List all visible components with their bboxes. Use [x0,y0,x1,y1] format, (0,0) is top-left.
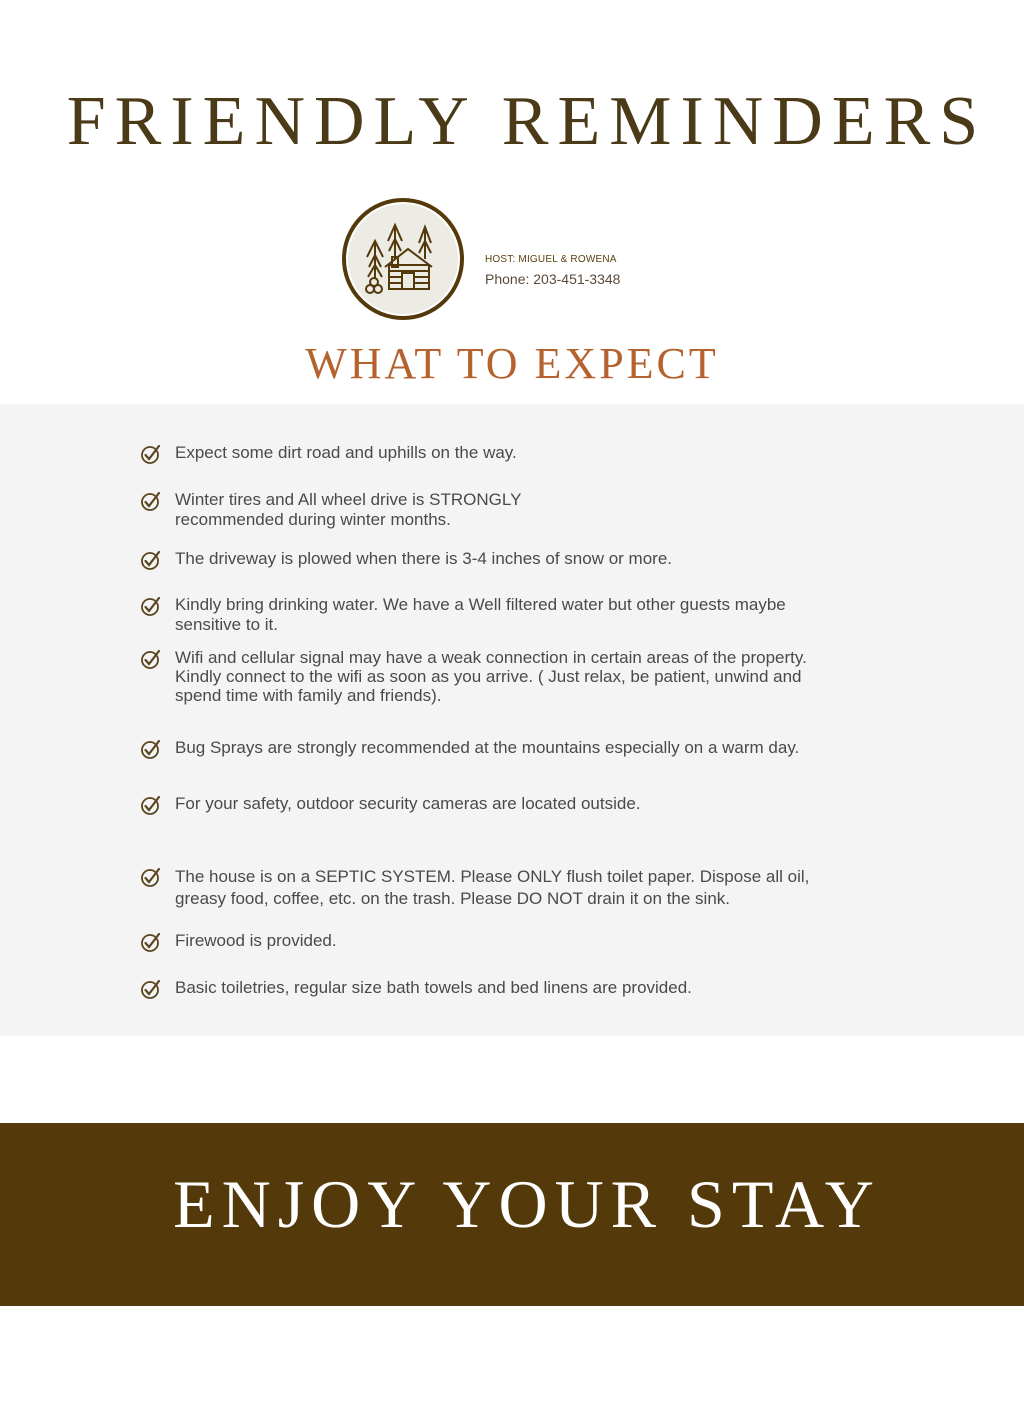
check-circle-icon [140,443,162,465]
check-circle-icon [140,866,162,888]
reminder-text: Bug Sprays are strongly recommended at the mountains especially on a warm day. [175,738,800,757]
check-circle-icon [140,549,162,571]
reminder-text: Wifi and cellular signal may have a weak connection in certain areas of the property. Kindly connect to the wifi as soon as you arrive. ( Just relax, be patient, unwind and spend time with family and friends). [175,648,807,705]
check-circle-icon [140,490,162,512]
check-circle-icon [140,595,162,617]
check-circle-icon [140,931,162,953]
host-info [485,254,620,287]
reminder-text: The driveway is plowed when there is 3-4 inches of snow or more. [175,549,673,568]
check-circle-icon [140,978,162,1000]
check-circle-icon [140,648,162,670]
reminder-text: The house is on a SEPTIC SYSTEM. Please ONLY flush toilet paper. Dispose all oil, greasy food, coffee, etc. on the trash. Please DO NOT drain it on the sink. [175,867,810,908]
check-circle-icon [140,794,162,816]
page-title: FRIENDLY REMINDERS [66,83,988,160]
host-names: HOST: MIGUEL & ROWENA [485,254,617,265]
reminder-text: Winter tires and All wheel drive is STRONGLY recommended during winter months. [175,490,522,529]
check-circle-icon [140,738,162,760]
reminder-text: Expect some dirt road and uphills on the way. [175,443,517,462]
section-heading: WHAT TO EXPECT [305,339,719,388]
reminder-text: Firewood is provided. [175,931,337,950]
reminder-text: Kindly bring drinking water. We have a Well filtered water but other guests maybe sensitive to it. [175,595,786,634]
host-phone: Phone: 203-451-3348 [485,271,621,287]
reminder-text: Basic toiletries, regular size bath towels and bed linens are provided. [175,978,692,997]
cabin-logo-icon [340,197,466,321]
reminder-text: For your safety, outdoor security cameras are located outside. [175,794,641,813]
footer-banner-text: ENJOY YOUR STAY [173,1166,881,1242]
